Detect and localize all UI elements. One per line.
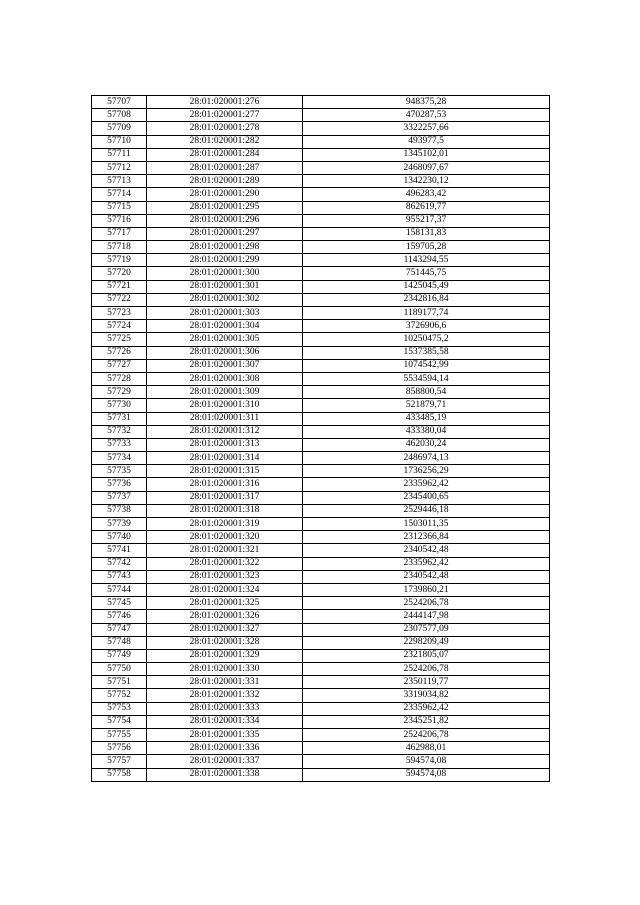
row-number-cell: 57758	[92, 768, 147, 781]
value-cell: 2335962,42	[303, 557, 550, 570]
row-number-cell: 57718	[92, 241, 147, 254]
cadastral-number-cell: 28:01:020001:287	[147, 161, 303, 174]
cadastral-number-cell: 28:01:020001:309	[147, 386, 303, 399]
row-number-cell: 57710	[92, 135, 147, 148]
row-number-cell: 57717	[92, 227, 147, 240]
row-number-cell: 57740	[92, 531, 147, 544]
table-row	[92, 663, 550, 676]
table-row	[92, 254, 550, 267]
value-cell: 2444147,98	[303, 610, 550, 623]
table-row	[92, 425, 550, 438]
table-row	[92, 465, 550, 478]
value-cell: 2307577,09	[303, 623, 550, 636]
cadastral-number-cell: 28:01:020001:307	[147, 359, 303, 372]
cadastral-number-cell: 28:01:020001:329	[147, 649, 303, 662]
row-number-cell: 57723	[92, 307, 147, 320]
row-number-cell: 57747	[92, 623, 147, 636]
value-cell: 858800,54	[303, 386, 550, 399]
value-cell: 1143294,55	[303, 254, 550, 267]
table-row	[92, 188, 550, 201]
table-row	[92, 729, 550, 742]
table-row	[92, 267, 550, 280]
row-number-cell: 57725	[92, 333, 147, 346]
value-cell: 462030,24	[303, 438, 550, 451]
row-number-cell: 57708	[92, 109, 147, 122]
table-row	[92, 597, 550, 610]
value-cell: 5534594,14	[303, 372, 550, 385]
value-cell: 2335962,42	[303, 702, 550, 715]
value-cell: 2350119,77	[303, 676, 550, 689]
cadastral-number-cell: 28:01:020001:295	[147, 201, 303, 214]
value-cell: 594574,08	[303, 768, 550, 781]
table-row	[92, 135, 550, 148]
value-cell: 1074542,99	[303, 359, 550, 372]
value-cell: 2340542,48	[303, 570, 550, 583]
value-cell: 1342230,12	[303, 175, 550, 188]
row-number-cell: 57744	[92, 583, 147, 596]
table-row	[92, 280, 550, 293]
cadastral-number-cell: 28:01:020001:322	[147, 557, 303, 570]
cadastral-number-cell: 28:01:020001:296	[147, 214, 303, 227]
table-row	[92, 504, 550, 517]
value-cell: 159705,28	[303, 241, 550, 254]
value-cell: 955217,37	[303, 214, 550, 227]
row-number-cell: 57724	[92, 320, 147, 333]
value-cell: 751445,75	[303, 267, 550, 280]
table-row	[92, 531, 550, 544]
row-number-cell: 57712	[92, 161, 147, 174]
row-number-cell: 57743	[92, 570, 147, 583]
row-number-cell: 57714	[92, 188, 147, 201]
row-number-cell: 57734	[92, 452, 147, 465]
value-cell: 2321805,07	[303, 649, 550, 662]
cadastral-number-cell: 28:01:020001:324	[147, 583, 303, 596]
row-number-cell: 57722	[92, 293, 147, 306]
value-cell: 2345400,65	[303, 491, 550, 504]
cadastral-number-cell: 28:01:020001:328	[147, 636, 303, 649]
table-row	[92, 109, 550, 122]
table-row	[92, 676, 550, 689]
value-cell: 433485,19	[303, 412, 550, 425]
value-cell: 2468097,67	[303, 161, 550, 174]
cadastral-number-cell: 28:01:020001:317	[147, 491, 303, 504]
value-cell: 493977,5	[303, 135, 550, 148]
value-cell: 10250475,2	[303, 333, 550, 346]
value-cell: 3319034,82	[303, 689, 550, 702]
row-number-cell: 57751	[92, 676, 147, 689]
cadastral-number-cell: 28:01:020001:335	[147, 729, 303, 742]
row-number-cell: 57750	[92, 663, 147, 676]
value-cell: 2312366,84	[303, 531, 550, 544]
row-number-cell: 57727	[92, 359, 147, 372]
table-body	[92, 96, 550, 782]
table-row	[92, 649, 550, 662]
row-number-cell: 57711	[92, 148, 147, 161]
cadastral-number-cell: 28:01:020001:333	[147, 702, 303, 715]
value-cell: 2524206,78	[303, 729, 550, 742]
table-row	[92, 491, 550, 504]
cadastral-number-cell: 28:01:020001:320	[147, 531, 303, 544]
cadastral-number-cell: 28:01:020001:299	[147, 254, 303, 267]
row-number-cell: 57729	[92, 386, 147, 399]
table-row	[92, 610, 550, 623]
cadastral-number-cell: 28:01:020001:326	[147, 610, 303, 623]
row-number-cell: 57754	[92, 715, 147, 728]
cadastral-number-cell: 28:01:020001:305	[147, 333, 303, 346]
value-cell: 521879,71	[303, 399, 550, 412]
value-cell: 1739860,21	[303, 583, 550, 596]
table-row	[92, 570, 550, 583]
value-cell: 1345102,01	[303, 148, 550, 161]
table-row	[92, 755, 550, 768]
table-row	[92, 320, 550, 333]
row-number-cell: 57757	[92, 755, 147, 768]
cadastral-number-cell: 28:01:020001:334	[147, 715, 303, 728]
table-row	[92, 438, 550, 451]
value-cell: 158131,83	[303, 227, 550, 240]
row-number-cell: 57719	[92, 254, 147, 267]
row-number-cell: 57741	[92, 544, 147, 557]
row-number-cell: 57742	[92, 557, 147, 570]
table-row	[92, 742, 550, 755]
value-cell: 3322257,66	[303, 122, 550, 135]
row-number-cell: 57753	[92, 702, 147, 715]
cadastral-number-cell: 28:01:020001:282	[147, 135, 303, 148]
row-number-cell: 57749	[92, 649, 147, 662]
value-cell: 2486974,13	[303, 452, 550, 465]
cadastral-number-cell: 28:01:020001:276	[147, 96, 303, 109]
cadastral-number-cell: 28:01:020001:311	[147, 412, 303, 425]
cadastral-number-cell: 28:01:020001:332	[147, 689, 303, 702]
row-number-cell: 57709	[92, 122, 147, 135]
row-number-cell: 57732	[92, 425, 147, 438]
table-row	[92, 768, 550, 781]
data-table	[91, 95, 550, 782]
row-number-cell: 57715	[92, 201, 147, 214]
table-row	[92, 702, 550, 715]
cadastral-number-cell: 28:01:020001:289	[147, 175, 303, 188]
cadastral-number-cell: 28:01:020001:321	[147, 544, 303, 557]
row-number-cell: 57756	[92, 742, 147, 755]
row-number-cell: 57713	[92, 175, 147, 188]
cadastral-number-cell: 28:01:020001:318	[147, 504, 303, 517]
table-row	[92, 557, 550, 570]
value-cell: 470287,53	[303, 109, 550, 122]
value-cell: 2340542,48	[303, 544, 550, 557]
value-cell: 2529446,18	[303, 504, 550, 517]
cadastral-number-cell: 28:01:020001:336	[147, 742, 303, 755]
cadastral-number-cell: 28:01:020001:301	[147, 280, 303, 293]
table-row	[92, 689, 550, 702]
cadastral-number-cell: 28:01:020001:290	[147, 188, 303, 201]
value-cell: 2298209,49	[303, 636, 550, 649]
row-number-cell: 57746	[92, 610, 147, 623]
table-row	[92, 333, 550, 346]
table-row	[92, 478, 550, 491]
row-number-cell: 57730	[92, 399, 147, 412]
table-row	[92, 161, 550, 174]
table-row	[92, 452, 550, 465]
row-number-cell: 57720	[92, 267, 147, 280]
cadastral-number-cell: 28:01:020001:337	[147, 755, 303, 768]
row-number-cell: 57739	[92, 518, 147, 531]
table-row	[92, 241, 550, 254]
cadastral-number-cell: 28:01:020001:284	[147, 148, 303, 161]
value-cell: 433380,04	[303, 425, 550, 438]
value-cell: 1537385,58	[303, 346, 550, 359]
table-row	[92, 293, 550, 306]
cadastral-number-cell: 28:01:020001:315	[147, 465, 303, 478]
cadastral-number-cell: 28:01:020001:327	[147, 623, 303, 636]
table-row	[92, 636, 550, 649]
row-number-cell: 57733	[92, 438, 147, 451]
row-number-cell: 57726	[92, 346, 147, 359]
cadastral-number-cell: 28:01:020001:297	[147, 227, 303, 240]
value-cell: 2342816,84	[303, 293, 550, 306]
cadastral-number-cell: 28:01:020001:323	[147, 570, 303, 583]
value-cell: 948375,28	[303, 96, 550, 109]
value-cell: 1189177,74	[303, 307, 550, 320]
cadastral-number-cell: 28:01:020001:302	[147, 293, 303, 306]
row-number-cell: 57731	[92, 412, 147, 425]
cadastral-number-cell: 28:01:020001:313	[147, 438, 303, 451]
table-row	[92, 518, 550, 531]
cadastral-number-cell: 28:01:020001:306	[147, 346, 303, 359]
table-row	[92, 386, 550, 399]
value-cell: 1503011,35	[303, 518, 550, 531]
table-row	[92, 346, 550, 359]
row-number-cell: 57745	[92, 597, 147, 610]
table-row	[92, 412, 550, 425]
cadastral-number-cell: 28:01:020001:319	[147, 518, 303, 531]
cadastral-number-cell: 28:01:020001:310	[147, 399, 303, 412]
cadastral-number-cell: 28:01:020001:277	[147, 109, 303, 122]
cadastral-number-cell: 28:01:020001:330	[147, 663, 303, 676]
cadastral-number-cell: 28:01:020001:300	[147, 267, 303, 280]
value-cell: 2335962,42	[303, 478, 550, 491]
row-number-cell: 57737	[92, 491, 147, 504]
row-number-cell: 57736	[92, 478, 147, 491]
table-row	[92, 307, 550, 320]
table-row	[92, 214, 550, 227]
table-row	[92, 372, 550, 385]
row-number-cell: 57716	[92, 214, 147, 227]
cadastral-number-cell: 28:01:020001:303	[147, 307, 303, 320]
row-number-cell: 57755	[92, 729, 147, 742]
table-row	[92, 175, 550, 188]
cadastral-number-cell: 28:01:020001:331	[147, 676, 303, 689]
cadastral-number-cell: 28:01:020001:325	[147, 597, 303, 610]
value-cell: 1736256,29	[303, 465, 550, 478]
table-row	[92, 359, 550, 372]
value-cell: 2524206,78	[303, 597, 550, 610]
table-row	[92, 96, 550, 109]
cadastral-number-cell: 28:01:020001:304	[147, 320, 303, 333]
row-number-cell: 57735	[92, 465, 147, 478]
row-number-cell: 57748	[92, 636, 147, 649]
row-number-cell: 57707	[92, 96, 147, 109]
row-number-cell: 57752	[92, 689, 147, 702]
cadastral-number-cell: 28:01:020001:298	[147, 241, 303, 254]
table-row	[92, 227, 550, 240]
row-number-cell: 57721	[92, 280, 147, 293]
table-row	[92, 544, 550, 557]
value-cell: 3726906,6	[303, 320, 550, 333]
value-cell: 594574,08	[303, 755, 550, 768]
value-cell: 2345251,82	[303, 715, 550, 728]
row-number-cell: 57728	[92, 372, 147, 385]
value-cell: 496283,42	[303, 188, 550, 201]
table-row	[92, 399, 550, 412]
row-number-cell: 57738	[92, 504, 147, 517]
table-row	[92, 122, 550, 135]
cadastral-number-cell: 28:01:020001:316	[147, 478, 303, 491]
table-row	[92, 201, 550, 214]
cadastral-number-cell: 28:01:020001:338	[147, 768, 303, 781]
cadastral-number-cell: 28:01:020001:278	[147, 122, 303, 135]
cadastral-number-cell: 28:01:020001:314	[147, 452, 303, 465]
table-row	[92, 623, 550, 636]
value-cell: 862619,77	[303, 201, 550, 214]
table-row	[92, 148, 550, 161]
table-row	[92, 715, 550, 728]
cadastral-number-cell: 28:01:020001:308	[147, 372, 303, 385]
value-cell: 2524206,78	[303, 663, 550, 676]
cadastral-number-cell: 28:01:020001:312	[147, 425, 303, 438]
value-cell: 1425045,49	[303, 280, 550, 293]
value-cell: 462988,01	[303, 742, 550, 755]
table-row	[92, 583, 550, 596]
